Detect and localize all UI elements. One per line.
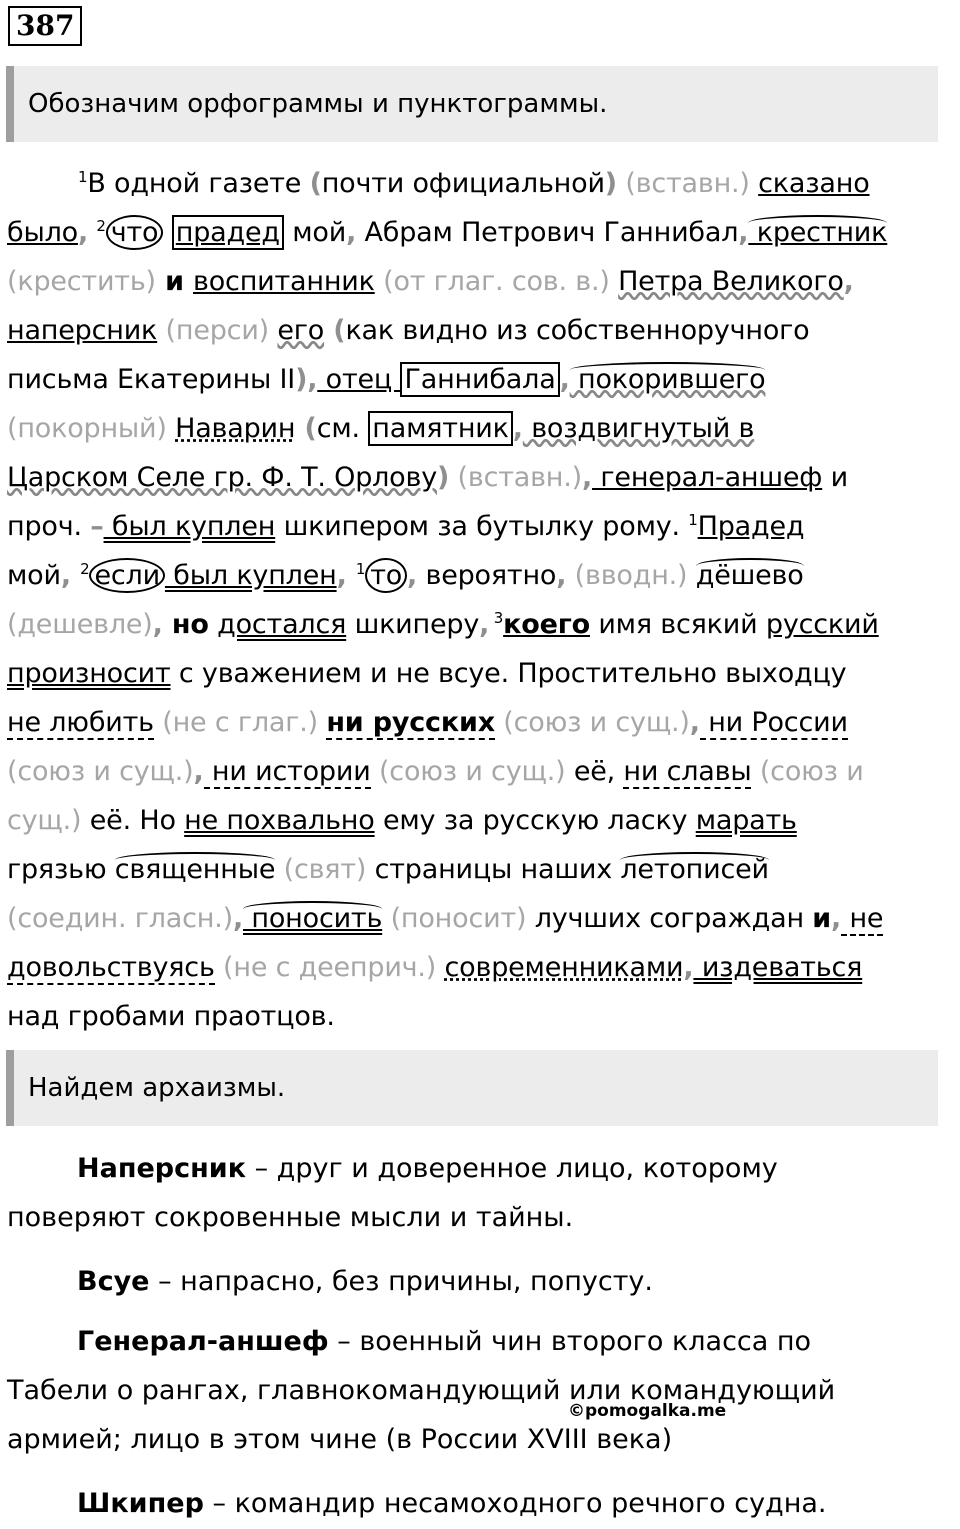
text-line-15 — [7, 845, 952, 894]
word: священные — [114, 854, 276, 885]
predicate: марать — [695, 805, 797, 836]
definition-2 — [7, 1257, 937, 1306]
definition-text: – командир несамоходного речного судна. — [203, 1488, 827, 1519]
text: её, — [573, 756, 624, 787]
clause-number: 1 — [355, 560, 366, 578]
conjunction: но — [162, 609, 209, 640]
watermark: ©pomogalka.me — [568, 1401, 727, 1421]
object: Наварин — [175, 413, 296, 444]
word: летописей — [620, 854, 769, 885]
text-line-11 — [7, 649, 952, 698]
appositive: воспитанник — [193, 266, 375, 297]
text: и — [822, 462, 848, 493]
text-line-17 — [7, 943, 952, 992]
appositive: генерал-аншеф — [592, 462, 823, 493]
definition-text: Табели о рангах, главнокомандующий или командующий — [7, 1375, 836, 1406]
attribute: его — [277, 315, 325, 346]
term: Генерал-аншеф — [77, 1326, 329, 1357]
text: лучших сограждан — [534, 903, 813, 934]
text: грязью — [7, 854, 115, 885]
bracket: ) — [437, 462, 450, 493]
subject: Прадед — [697, 511, 805, 542]
bracket: ( — [295, 413, 317, 444]
text: имя всякий — [589, 609, 766, 640]
term: Наперсник — [77, 1153, 247, 1184]
text-line-16 — [7, 894, 952, 943]
conjunction-circled: что — [106, 215, 164, 250]
comma: , — [512, 413, 523, 444]
note: (союз и сущ.) — [7, 756, 194, 787]
text-line-2 — [7, 208, 952, 257]
boxed-word: памятник — [368, 411, 512, 446]
note: (крестить) — [7, 266, 156, 297]
comma: , — [60, 560, 81, 591]
predicate: не любить — [7, 707, 154, 738]
bracket: ), — [295, 364, 318, 395]
text: её. Но — [89, 805, 185, 836]
text-line-10 — [7, 600, 952, 649]
note: (перси) — [157, 315, 278, 346]
section-title: Обозначим орфограммы и пунктограммы. — [28, 89, 608, 119]
subject-boxed: прадед — [172, 215, 284, 250]
text-line-3 — [7, 257, 952, 306]
comma: , — [683, 952, 694, 983]
text: Царском Селе гр. Ф. Т. Орлову — [7, 462, 437, 493]
text-line-5 — [7, 355, 952, 404]
text-line-1 — [78, 159, 948, 208]
comma: , — [77, 217, 89, 248]
comma: , — [556, 560, 567, 591]
text-line-7 — [7, 453, 952, 502]
comma: , — [193, 756, 204, 787]
predicate: было — [7, 217, 78, 248]
comma: , — [559, 364, 570, 395]
note: (союз и сущ.) — [370, 756, 574, 787]
predicate: был куплен — [103, 511, 276, 542]
text-line-12 — [7, 698, 952, 747]
comma: , — [831, 903, 842, 934]
note: (союз и сущ.) — [494, 707, 690, 738]
note: (не с глаг.) — [153, 707, 327, 738]
note: (вставн.) — [616, 168, 759, 199]
comma: , — [152, 609, 163, 640]
definition-text: – друг и доверенное лицо, которому — [246, 1153, 778, 1184]
text: вероятно — [417, 560, 557, 591]
clause-number: 2 — [96, 217, 106, 235]
comma: , — [843, 266, 854, 297]
bracket: ) — [604, 168, 617, 199]
conjunction-circled: если — [89, 558, 164, 593]
comma: , — [738, 217, 749, 248]
predicate: достался — [217, 609, 347, 640]
text: проч. — [7, 511, 91, 542]
comma: , — [232, 903, 244, 934]
note: (свят) — [275, 854, 375, 885]
note: (не с дееприч.) — [214, 952, 445, 983]
conjunction-circled: то — [365, 558, 407, 593]
section-header-orthograms — [6, 66, 938, 142]
comma: , — [479, 609, 490, 640]
text: письма Екатерины II — [7, 364, 296, 395]
boxed-word: Ганнибала — [400, 362, 559, 397]
clause-number: 2 — [80, 560, 90, 578]
text-line-14 — [7, 796, 952, 845]
relative-word: коего — [503, 609, 590, 640]
definition-text: армией; лицо в этом чине (в России XVIII века) — [7, 1424, 673, 1455]
note: (соедин. гласн.) — [7, 903, 233, 934]
conjunction: и — [155, 266, 194, 297]
adverb: дёшево — [695, 560, 804, 591]
predicate: был куплен — [164, 560, 337, 591]
term: Всуе — [77, 1266, 150, 1297]
definition-4 — [7, 1479, 937, 1528]
predicate: сказано — [758, 168, 870, 199]
appositive: наперсник — [7, 315, 158, 346]
text: ему за русскую ласку — [374, 805, 696, 836]
section-header-archaisms — [6, 1050, 938, 1126]
text: шкиперу — [346, 609, 480, 640]
dash: – — [90, 511, 104, 542]
bracket: ( — [309, 168, 322, 199]
text: над гробами праотцов. — [7, 1001, 335, 1032]
object: ни славы — [623, 756, 752, 787]
attribute: Петра Великого — [618, 266, 844, 297]
note: (вводн.) — [566, 560, 696, 591]
text-line-4 — [7, 306, 952, 355]
definition-3 — [7, 1317, 937, 1464]
term: Шкипер — [77, 1488, 204, 1519]
bracket: ( — [324, 315, 346, 346]
text-line-13 — [7, 747, 952, 796]
comma: , — [581, 462, 593, 493]
comma: , — [336, 560, 356, 591]
text: почти официальной — [321, 168, 605, 199]
text: с уважением и не всуе. Простительно выходцу — [170, 658, 847, 689]
text-line-9 — [7, 551, 952, 600]
definition-text: – военный чин второго класса по — [328, 1326, 812, 1357]
text: мой — [7, 560, 61, 591]
text: шкипером за бутылку рому. — [275, 511, 689, 542]
note: (союз и — [751, 756, 864, 787]
gerund: довольствуясь — [7, 952, 215, 983]
conjunction: и — [812, 903, 832, 934]
participle: воздвигнутый в — [522, 413, 755, 444]
comma: , — [407, 560, 418, 591]
text-line-18 — [7, 992, 952, 1041]
definition-text: – напрасно, без причины, попусту. — [149, 1266, 653, 1297]
text: как видно из собственноручного — [345, 315, 810, 346]
text-line-8 — [7, 502, 952, 551]
predicate: издеваться — [693, 952, 863, 983]
note: (дешевле) — [7, 609, 153, 640]
note: сущ.) — [7, 805, 90, 836]
section-title: Найдем архаизмы. — [28, 1073, 286, 1103]
object: ни России — [699, 707, 848, 738]
text: В одной газете — [87, 168, 310, 199]
task-number: 387 — [8, 6, 82, 46]
clause-number: 1 — [688, 511, 698, 529]
object: ни русских — [326, 707, 495, 738]
comma: , — [689, 707, 700, 738]
definition-1 — [7, 1144, 937, 1242]
object: ни истории — [203, 756, 371, 787]
gerund: не — [841, 903, 884, 934]
text-line-6 — [7, 404, 952, 453]
note: (поносит) — [382, 903, 535, 934]
clause-number: 3 — [489, 609, 504, 627]
participle: покорившего — [569, 364, 766, 395]
text: Абрам Петрович Ганнибал — [356, 217, 739, 248]
note: (от глаг. сов. в.) — [374, 266, 619, 297]
predicate: поносить — [243, 903, 383, 934]
note: (вставн.) — [449, 462, 582, 493]
text: мой — [283, 217, 347, 248]
note: (покорный) — [7, 413, 176, 444]
predicate: не похвально — [184, 805, 375, 836]
text: см. — [316, 413, 369, 444]
clause-number: 1 — [78, 168, 88, 186]
predicate: произносит — [7, 658, 171, 689]
object: современниками — [444, 952, 684, 983]
comma: , — [346, 217, 357, 248]
subject: русский — [765, 609, 879, 640]
appositive: отец — [317, 364, 401, 395]
definition-text: поверяют сокровенные мысли и тайны. — [7, 1202, 574, 1233]
appositive: крестник — [748, 217, 888, 248]
text: страницы наших — [374, 854, 621, 885]
